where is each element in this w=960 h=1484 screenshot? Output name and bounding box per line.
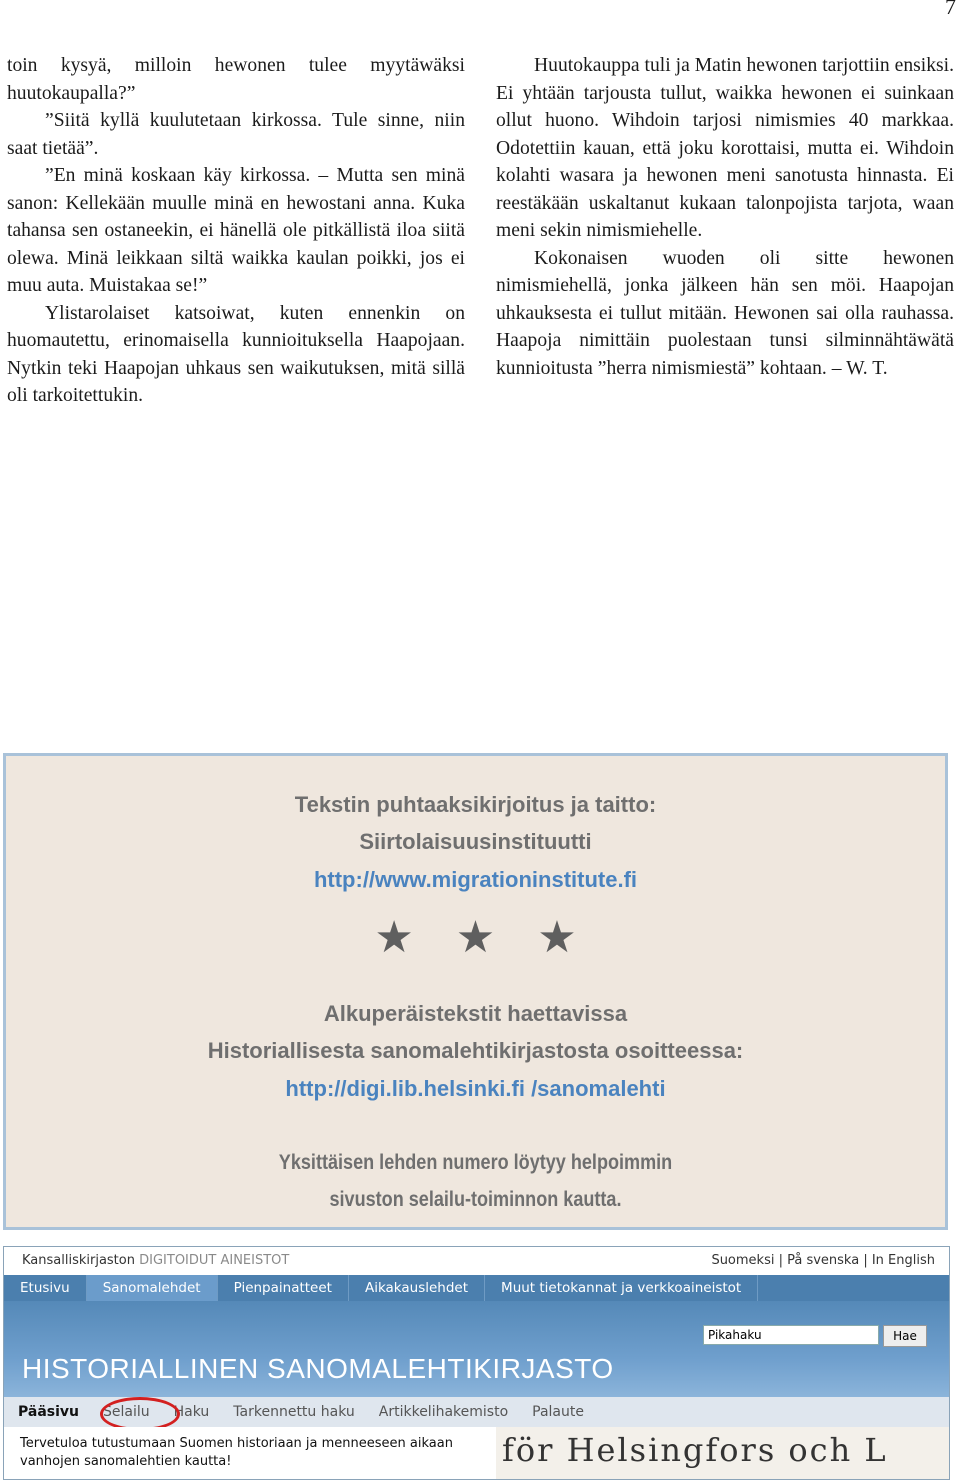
- website-screenshot: [3, 1246, 950, 1480]
- archive-label: Historiallisesta sanomalehtikirjastosta osoitteessa:: [207, 1038, 744, 1063]
- paragraph: toin kysyä, milloin hewonen tulee myytäwäksi huutokaupalla?”: [7, 55, 465, 104]
- nav-etusivu[interactable]: Etusivu: [4, 1275, 87, 1301]
- subnav-selailu[interactable]: Selailu: [103, 1404, 150, 1420]
- highlight-ring-icon: [100, 1397, 180, 1431]
- site-brand: [22, 1253, 289, 1268]
- credits-box: [3, 753, 948, 1230]
- search-button[interactable]: Hae: [883, 1325, 927, 1347]
- paragraph: Huutokauppa tuli ja Matin hewonen tarjottiin ensiksi. Ei yhtään tarjousta tullut, waikka hewonen ei suinkaan ollut huono. Wihdoin tarjosi nimismies 40 markkaa. Odotettiin kauan, että joku korottaisi, mutta ei. Wihdoin kolahti wasara ja hewonen meni sanotusta hinnasta. Ei reestäkään uskaltanut kukaan talonpojista tarjota, waan meni sekin nimismiehelle.: [496, 55, 954, 241]
- site-content: [4, 1427, 949, 1479]
- hint-line: sivuston selailu-toiminnon kautta.: [329, 1188, 622, 1211]
- hint-line: Yksittäisen lehden numero löytyy helpoimmin: [278, 1151, 673, 1174]
- banner-title: HISTORIALLINEN SANOMALEHTIKIRJASTO: [22, 1353, 614, 1384]
- nav-pienpainatteet[interactable]: Pienpainatteet: [218, 1275, 349, 1301]
- right-column: [496, 52, 954, 382]
- subnav-tarkennettu-haku[interactable]: Tarkennettu haku: [233, 1404, 355, 1420]
- star-divider-icon: ★★★: [374, 913, 619, 962]
- site-subnav: [4, 1397, 949, 1427]
- institute-link[interactable]: http://www.migrationinstitute.fi: [313, 867, 638, 892]
- welcome-text: Tervetuloa tutustumaan Suomen historiaan ja menneeseen aikaan vanhojen sanomalehtien kautta!: [20, 1436, 453, 1469]
- subnav-artikkelihakemisto[interactable]: Artikkelihakemisto: [378, 1404, 509, 1420]
- nav-sanomalehdet[interactable]: Sanomalehdet: [87, 1275, 218, 1301]
- originals-label: Alkuperäistekstit haettavissa: [323, 1001, 628, 1026]
- paragraph: ”En minä koskaan käy kirkossa. – Mutta sen minä sanon: Kellekään muulle minä en hewostani anna. Kuka tahansa sen ostaneekin, ei hänellä ole pitkällistä iloa siitä olewa. Minä leikkaan siltä waikka kaulan poikki, jos ei muu auta. Muistakaa se!”: [7, 165, 465, 296]
- brand-name: Kansalliskirjaston: [22, 1253, 135, 1268]
- paragraph: Ylistarolaiset katsoiwat, kuten ennenkin on huomautettu, erinomaisella kunnioituksella Haapojaan. Nytkin teki Haapojan uhkaus sen waikutuksen, mitä sillä oli tarkoitettukin.: [7, 302, 465, 406]
- subnav-paasivu[interactable]: Pääsivu: [18, 1404, 80, 1420]
- newspaper-image: [496, 1427, 949, 1479]
- site-nav: [4, 1275, 949, 1301]
- brand-subtitle: DIGITOIDUT AINEISTOT: [139, 1253, 290, 1268]
- site-banner: [4, 1301, 949, 1397]
- page-number: 7: [945, 0, 956, 19]
- subnav-haku[interactable]: Haku: [173, 1404, 210, 1420]
- paragraph: ”Siitä kyllä kuulutetaan kirkossa. Tule sinne, niin saat tietää”.: [7, 110, 465, 159]
- paragraph: Kokonaisen wuoden oli sitte hewonen nimismiehellä, jonka jälkeen hän sen möi. Haapojan uhkauksesta ei tullut mitään. Hewonen sai olla rauhassa. Haapoja nimittäin puolestaan tunsi silminnähtäwätä kunnioitusta ”herra nimismiestä” kohtaan. – W. T.: [496, 247, 954, 379]
- quick-search-input[interactable]: Pikahaku: [703, 1325, 879, 1345]
- left-column: [7, 52, 465, 410]
- institute-name: Siirtolaisuusinstituutti: [359, 829, 592, 854]
- credit-label: Tekstin puhtaaksikirjoitus ja taitto:: [294, 792, 657, 817]
- newspaper-masthead: för Helsingfors och L: [502, 1431, 888, 1469]
- language-switcher[interactable]: Suomeksi | På svenska | In English: [711, 1253, 935, 1268]
- nav-muut-tietokannat[interactable]: Muut tietokannat ja verkkoaineistot: [485, 1275, 758, 1301]
- subnav-palaute[interactable]: Palaute: [532, 1404, 584, 1420]
- nav-aikakauslehdet[interactable]: Aikakauslehdet: [349, 1275, 485, 1301]
- archive-link[interactable]: http://digi.lib.helsinki.fi /sanomalehti: [285, 1076, 666, 1101]
- site-header: [4, 1247, 949, 1275]
